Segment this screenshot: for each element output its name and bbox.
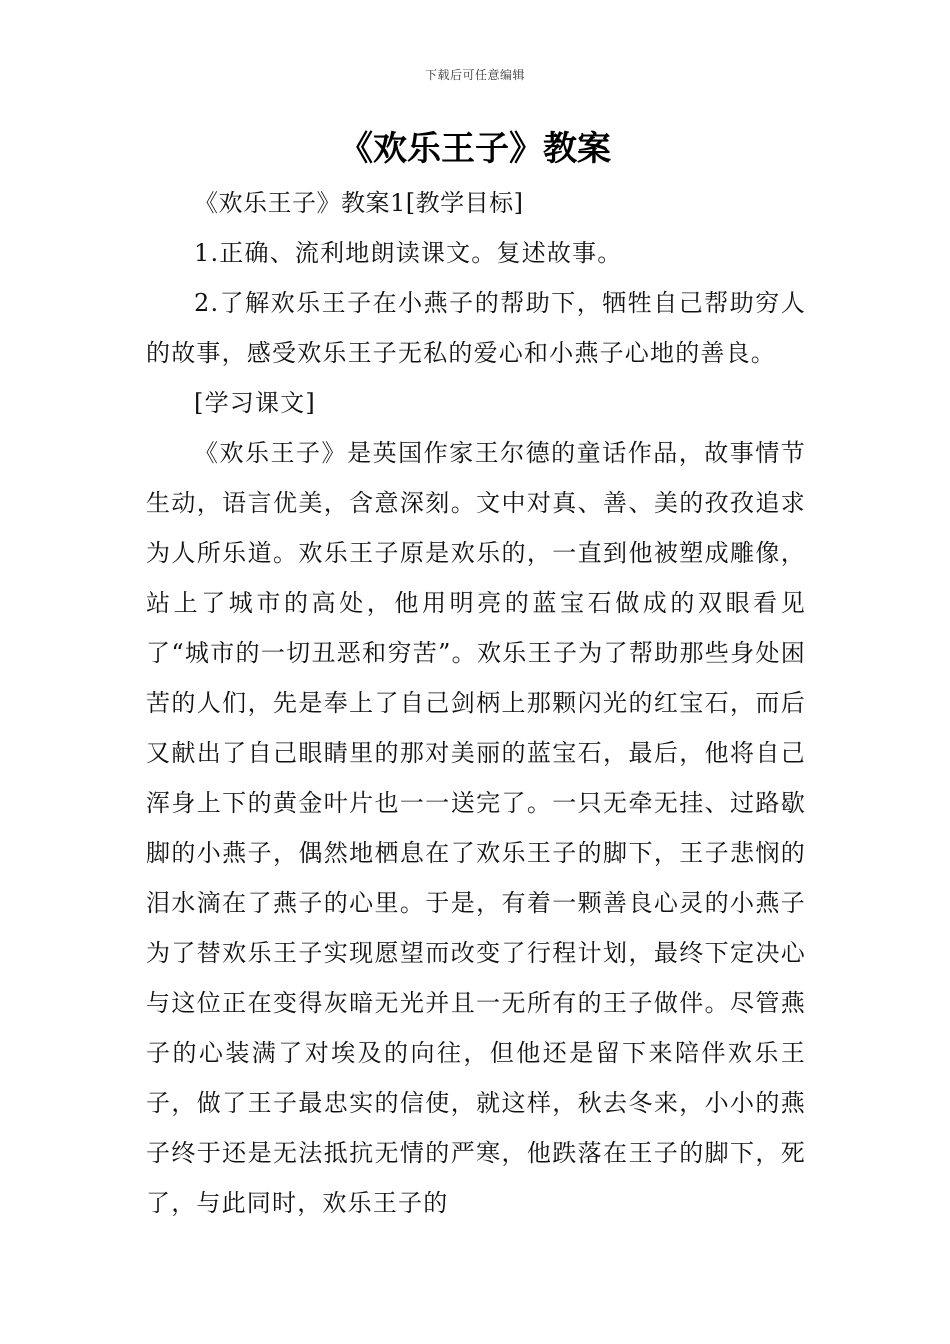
page-title: 《欢乐王子》教案 bbox=[339, 129, 611, 169]
paragraph-story-summary: 《欢乐王子》是英国作家王尔德的童话作品，故事情节生动，语言优美，含意深刻。文中对真、善、美的孜孜追求为人所乐道。欢乐王子原是欢乐的，一直到他被塑成雕像，站上了城市的高处，他用明亮的蓝宝石做成的双眼看见了“城市的一切丑恶和穷苦”。欢乐王子为了帮助那些身处困苦的人们，先是奉上了自己剑柄上那颗闪光的红宝石，而后又献出了自己眼睛里的那对美丽的蓝宝石，最后，他将自己浑身上下的黄金叶片也一一送完了。一只无牵无挂、过路歇脚的小燕子，偶然地栖息在了欢乐王子的脚下，王子悲悯的泪水滴在了燕子的心里。于是，有着一颗善良心灵的小燕子为了替欢乐王子实现愿望而改变了行程计划，最终下定决心与这位正在变得灰暗无光并且一无所有的王子做伴。尽管燕子的心装满了对埃及的向往，但他还是留下来陪伴欢乐王子，做了王子最忠实的信使，就这样，秋去冬来，小小的燕子终于还是无法抵抗无情的严寒，他跌落在王子的脚下，死了，与此同时，欢乐王子的 bbox=[146, 439, 806, 1217]
paragraph-goal-2: 2.了解欢乐王子在小燕子的帮助下，牺牲自己帮助穷人的故事，感受欢乐王子无私的爱心和小燕子心地的善良。 bbox=[146, 289, 806, 367]
paragraph-subtitle: 《欢乐王子》教案1[教学目标] bbox=[194, 189, 524, 217]
paragraph-goal-1: 1.正确、流利地朗读课文。复述故事。 bbox=[194, 239, 623, 267]
header-note: 下载后可任意编辑 bbox=[424, 68, 525, 82]
document-body bbox=[146, 178, 806, 1228]
paragraph-section-heading: [学习课文] bbox=[194, 389, 316, 417]
